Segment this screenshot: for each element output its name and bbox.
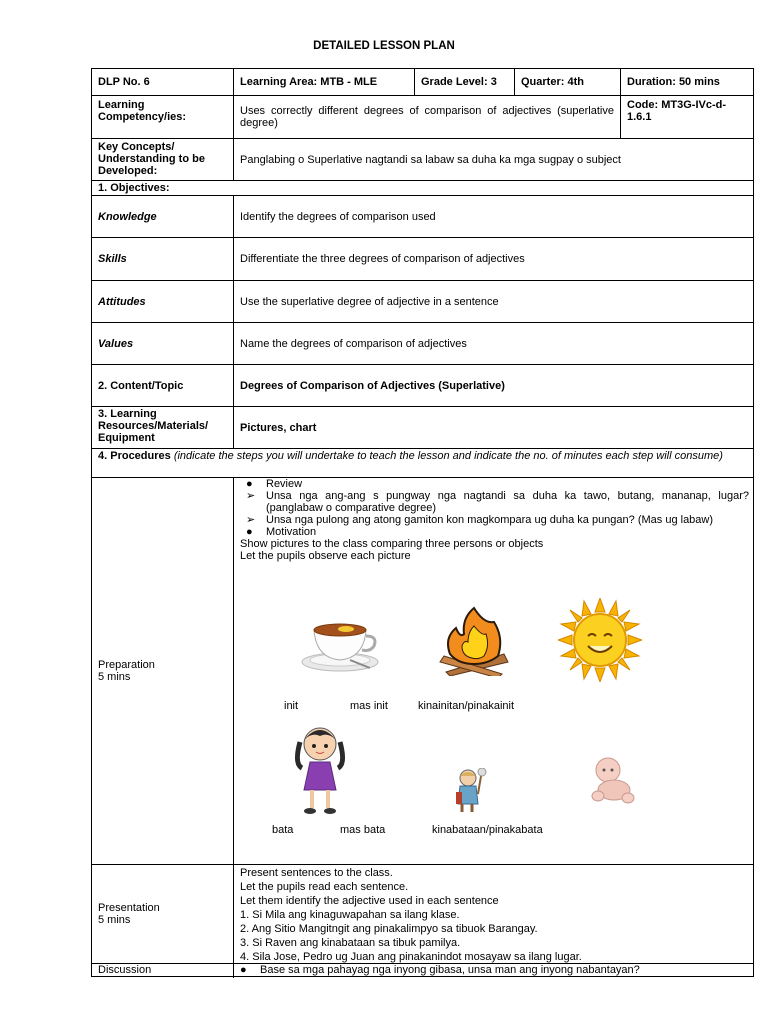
objective-values-row (91, 322, 754, 364)
presentation-sentence: 4. Sila Jose, Pedro ug Juan ang pinakanindot mosayaw sa ilang lugar. (240, 951, 582, 963)
competency-code: Code: MT3G-IVc-d-1.6.1 (620, 96, 755, 138)
arrow-bullet-icon: ➢ (246, 514, 256, 526)
discussion-content: ● Base sa mga pahayag nga inyong gibasa, unsa man ang inyong nabantayan? (233, 964, 755, 978)
procedures-label: 4. Procedures (98, 450, 171, 462)
hot-tea-cup-image (300, 616, 380, 674)
caption-pinakainit: kinainitan/pinakainit (418, 700, 515, 712)
discussion-row (91, 963, 754, 977)
learning-area: Learning Area: MTB - MLE (233, 69, 414, 95)
caption-pinakabata: kinabataan/pinakabata (432, 824, 543, 836)
duration: Duration: 50 mins (620, 69, 755, 95)
header-row (91, 68, 754, 95)
key-concepts-label: Key Concepts/ Understanding to be Developed: (98, 141, 205, 177)
smiling-sun-image (558, 598, 642, 682)
presentation-row (91, 864, 754, 963)
objective-label: Skills (98, 253, 127, 265)
objective-text: Use the superlative degree of adjective in a sentence (233, 281, 755, 322)
preparation-label: Preparation (98, 659, 155, 671)
baby-image (584, 754, 638, 808)
procedures-heading (92, 449, 755, 477)
presentation-content (233, 865, 755, 963)
objective-label: Attitudes (98, 295, 146, 308)
question-item: ➢ Unsa nga pulong ang atong gamiton kon magkompara ug duha ka pungan? (Mas ug labaw) (246, 514, 714, 526)
content-label: 2. Content/Topic (98, 379, 184, 392)
objective-text: Name the degrees of comparison of adjectives (233, 323, 755, 364)
competency-text: Uses correctly different degrees of comparison of adjectives (superlative degree) (233, 96, 620, 138)
dlp-number: DLP No. 6 (98, 76, 150, 88)
presentation-label-cell (92, 865, 233, 963)
caption-bata: bata (272, 824, 294, 836)
objectives-label: 1. Objectives: (98, 182, 170, 194)
preparation-content (233, 478, 755, 864)
instruction-line: Let the pupils observe each picture (240, 550, 411, 562)
presentation-time: 5 mins (98, 914, 131, 926)
quarter: Quarter: 4th (514, 69, 620, 95)
presentation-line: Let them identify the adjective used in each sentence (240, 895, 499, 907)
objective-text: Differentiate the three degrees of comparison of adjectives (233, 238, 755, 280)
arrow-bullet-icon: ➢ (246, 490, 256, 502)
preparation-label-cell (92, 478, 233, 864)
resources-row (91, 406, 754, 448)
key-concepts-text: Panglabing o Superlative nagtandi sa labaw sa duha ka mga sugpay o subject (233, 139, 755, 180)
discussion-label: Discussion (98, 964, 152, 976)
presentation-sentence: 1. Si Mila ang kinaguwapahan sa ilang klase. (240, 909, 460, 921)
resources-label: 3. Learning Resources/Materials/ Equipment (98, 408, 209, 444)
objective-label: Knowledge (98, 210, 157, 223)
key-concepts-row (91, 138, 754, 180)
competency-row (91, 95, 754, 138)
presentation-sentence: 2. Ang Sitio Mangitngit ang pinakalimpyo sa tibuok Barangay. (240, 923, 538, 935)
campfire-image (434, 604, 514, 676)
procedures-note: (indicate the steps you will undertake to teach the lesson and indicate the no. of minutes each step will consume) (173, 450, 723, 462)
grade-level: Grade Level: 3 (414, 69, 514, 95)
presentation-line: Let the pupils read each sentence. (240, 881, 409, 893)
objective-skills-row (91, 237, 754, 280)
objectives-heading-row (91, 180, 754, 195)
review-item: ● Review (246, 478, 303, 490)
caption-mas-bata: mas bata (340, 824, 386, 836)
content-row (91, 364, 754, 406)
competency-label: Learning Competency/ies: (98, 99, 187, 123)
objective-text: Identify the degrees of comparison used (233, 196, 755, 237)
preparation-time: 5 mins (98, 671, 131, 683)
presentation-line: Present sentences to the class. (240, 867, 393, 879)
caption-init: init (284, 700, 299, 712)
procedures-heading-row (91, 448, 754, 477)
presentation-sentence: 3. Si Raven ang kinabataan sa tibuk pamilya. (240, 937, 461, 949)
question-item: ➢ Unsa nga ang-ang s pungway nga nagtandi sa duha ka tawo, butang, mananap, lugar? (panglabaw o comparative degree) (246, 490, 749, 514)
preparation-row (91, 477, 754, 864)
resources-text: Pictures, chart (233, 407, 755, 448)
bullet-dot-icon: ● (246, 526, 253, 538)
bullet-dot-icon: ● (240, 964, 247, 976)
bullet-dot-icon: ● (246, 478, 253, 490)
motivation-item: ● Motivation (246, 526, 317, 538)
objective-knowledge-row (91, 195, 754, 237)
presentation-label: Presentation (98, 902, 160, 914)
objective-label: Values (98, 337, 134, 350)
content-text: Degrees of Comparison of Adjectives (Superlative) (233, 365, 755, 406)
caption-mas-init: mas init (350, 700, 388, 712)
document-title: DETAILED LESSON PLAN (313, 40, 455, 52)
instruction-line: Show pictures to the class comparing three persons or objects (240, 538, 544, 550)
objective-attitudes-row (91, 280, 754, 322)
girl-image (292, 724, 348, 816)
child-image (448, 768, 492, 814)
